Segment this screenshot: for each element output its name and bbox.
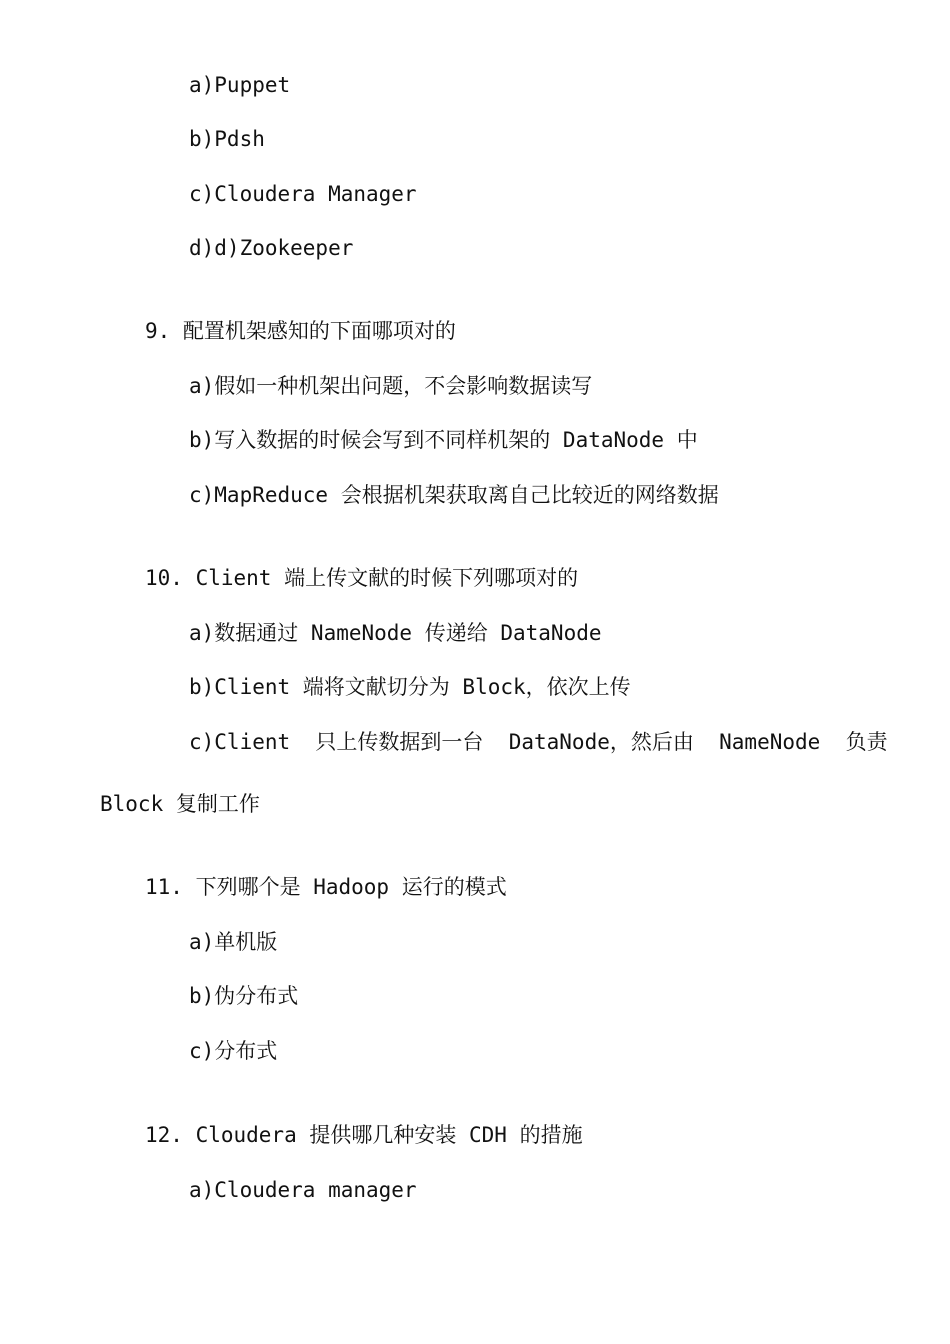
prev-option-c: c)Cloudera Manager xyxy=(189,182,417,206)
question-9-option-a: a)假如一种机架出问题，不会影响数据读写 xyxy=(189,374,593,398)
question-10-option-b: b)Client 端将文献切分为 Block，依次上传 xyxy=(189,675,631,699)
prev-option-d: d)d)Zookeeper xyxy=(189,236,354,260)
question-12-title: 12. Cloudera 提供哪几种安装 CDH 的措施 xyxy=(145,1123,583,1147)
question-12-option-a: a)Cloudera manager xyxy=(189,1178,417,1202)
question-10-title: 10. Client 端上传文献的时候下列哪项对的 xyxy=(145,566,579,590)
prev-option-a: a)Puppet xyxy=(189,73,291,97)
question-10-option-c: c)Client 只上传数据到一台 DataNode，然后由 NameNode 负责 xyxy=(189,730,888,754)
prev-option-b: b)Pdsh xyxy=(189,127,265,151)
question-9-title: 9. 配置机架感知的下面哪项对的 xyxy=(145,319,456,343)
question-9-option-b: b)写入数据的时候会写到不同样机架的 DataNode 中 xyxy=(189,428,698,452)
question-11-option-b: b)伪分布式 xyxy=(189,984,299,1008)
question-11-option-c: c)分布式 xyxy=(189,1039,278,1063)
question-10-option-c-continued: Block 复制工作 xyxy=(100,792,260,816)
question-11-title: 11. 下列哪个是 Hadoop 运行的模式 xyxy=(145,875,507,899)
question-11-option-a: a)单机版 xyxy=(189,930,278,954)
question-10-option-a: a)数据通过 NameNode 传递给 DataNode xyxy=(189,621,602,645)
question-9-option-c: c)MapReduce 会根据机架获取离自己比较近的网络数据 xyxy=(189,483,719,507)
